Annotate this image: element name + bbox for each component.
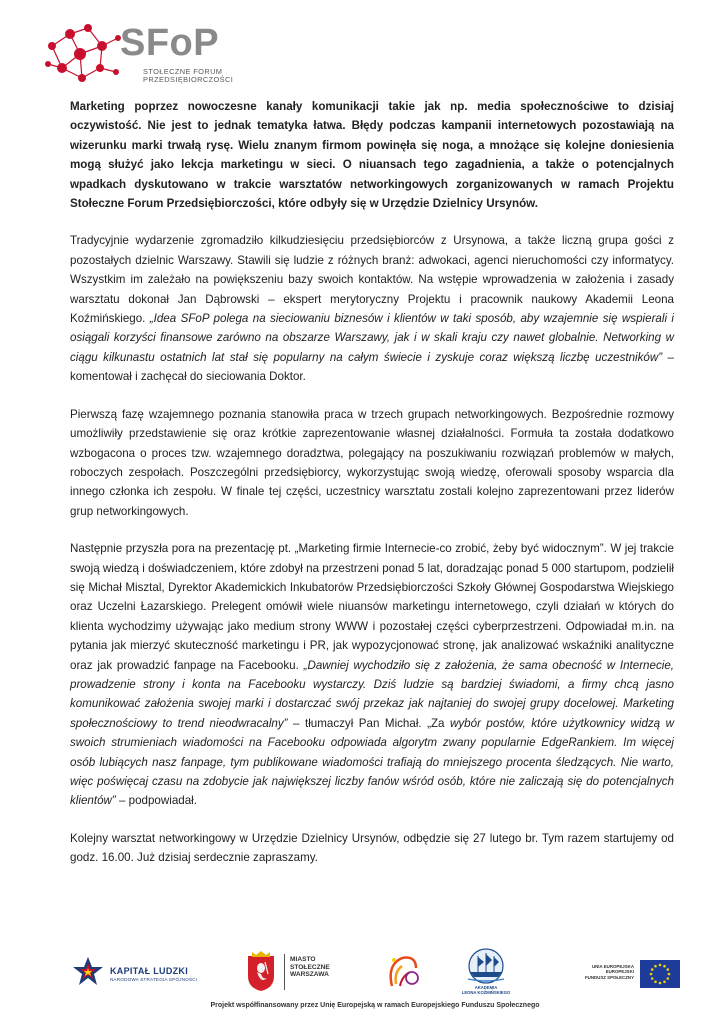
eu-flag-icon bbox=[640, 960, 680, 988]
eu-star bbox=[651, 977, 654, 980]
hand-logo-icon bbox=[382, 948, 428, 994]
footer-logos bbox=[60, 948, 690, 1018]
eu-star bbox=[651, 968, 654, 971]
eu-star bbox=[654, 965, 657, 968]
warsaw-crest-icon bbox=[246, 950, 276, 992]
paragraph-networking: Pierwszą fazę wzajemnego poznania stanowiła praca w trzech grupach networkingowych. Bezpośrednie rozmowy umożliwiły przedstawienie się oraz krótkie zaprezentowanie własnej działalności. Formuła ta została dodatkowo wzbogacona o proces tzw. wzajemnego doradztwa, polegający na poszukiwaniu rozwiązań problemów w małych, roboczych zespołach. Poszczególni przedsiębiorcy, wykorzystując swoją wiedzę, oferowali sposoby wsparcia dla innego członka ich zespołu. W finale tej części, uczestnicy warsztatu zostali kolejno zaprezentowani przez liderów grup networkingowych. bbox=[70, 407, 674, 518]
eu-star bbox=[663, 965, 666, 968]
lead-paragraph: Marketing poprzez nowoczesne kanały komunikacji takie jak np. media społecznościwe to dzisiaj oczywistość. Nie jest to jednak tematyka łatwa. Błędy podczas kampanii internetowych pozostawiają na wizerunku marki trwałą rysę. Wielu znanym firmom powinęła się noga, a mnożące się kolejne doniesienia mogą służyć jako lekcja marketingu w sieci. O niuansach tego zagadnienia, a także o potencjalnych wpadkach dyskutowano w trakcie warsztatów networkingowych zorganizowanych w ramach Projektu Stołeczne Forum Przedsiębiorczości, które odbyły się w Urzędzie Dzielnicy Ursynów. bbox=[70, 100, 674, 211]
eu-star bbox=[659, 982, 662, 985]
paragraph-intro: Tradycyjnie wydarzenie zgromadziło kilkudziesięciu przedsiębiorców z Ursynowa, a także liczną grupa gości z pozostałych dzielnic Warszawy. Stawili się ludzie z różnych branż: adwokaci, agenci nieruchomości czy informatycy. Wszystkim im zależało na powiększeniu bazy swoich kontaktów. Na wstępie wprowadzenia w założenia i zasady warsztatu dokonał Jan Dąbrowski – ekspert merytoryczny Projektu i pracownik naukowy Akademii Leona Koźmińskiego. „Idea SFoP polega na sieciowaniu biznesów i klientów w taki sposób, aby wzajemnie się wspierali i osiągali korzyści finansowe zarówno na obszarze Warszawy, jak i w skali kraju czy nawet globalnie. Networking w ciągu kilkunastu ostatnich lat stał się popularny na całym świecie i zyskuje coraz większą liczbę uczestników” – komentował i zachęcał do sieciowania Doktor. bbox=[70, 234, 674, 384]
kapital-ludzki-subtitle: NARODOWA STRATEGIA SPÓJNOŚCI bbox=[110, 977, 198, 982]
quote-dabrowski: „Idea SFoP polega na sieciowaniu biznesów i klientów w taki sposób, aby wzajemnie się wspierali i osiągali korzyści finansowe zarówno na obszarze Warszawy, jak i w skali kraju czy nawet globalnie. Networking w ciągu kilkunastu ostatnich lat stał się popularny na całym świecie i zyskuje coraz większą liczbę uczestników” bbox=[70, 312, 674, 364]
paragraph-next-workshop: Kolejny warsztat networkingowy w Urzędzie Dzielnicy Ursynów, odbędzie się 27 lutego br. Tym razem startujemy od godz. 16.00. Już dzisiaj serdecznie zapraszamy. bbox=[70, 831, 674, 865]
footer-divider bbox=[284, 954, 285, 990]
eu-star bbox=[659, 964, 662, 967]
eu-star bbox=[650, 973, 653, 976]
eu-star bbox=[666, 968, 669, 971]
quote-misztal-1: „Dawniej wychodziło się z założenia, że sama obecność w Internecie, prowadzenie strony i konta na Facebooku wystarczy. Dziś ludzie są bardziej świadomi, a firmy chcą jasno komunikować założenia swojej marki i dostarczać swój przekaz jak najtaniej do swojej grupy docelowej. Marketing społecznościowy to trend nieodwracalny” bbox=[70, 658, 674, 730]
kapital-ludzki-star-icon bbox=[70, 954, 106, 990]
sfop-logo bbox=[40, 16, 234, 96]
ship-icon bbox=[458, 948, 514, 984]
logo-wordmark: SFoP bbox=[120, 22, 220, 64]
eu-text: UNIA EUROPEJSKA EUROPEJSKI FUNDUSZ SPOŁECZNY bbox=[584, 964, 634, 980]
kapital-ludzki-title: KAPITAŁ LUDZKI bbox=[110, 966, 189, 976]
eu-star bbox=[668, 973, 671, 976]
miasto-warszawa-text: MIASTO STOŁECZNE WARSZAWA bbox=[290, 956, 330, 979]
akademia-kozminskiego-logo: AKADEMIA LEONA KOŹMIŃSKIEGO bbox=[458, 948, 514, 996]
eu-star bbox=[666, 977, 669, 980]
logo-subtitle: STOŁECZNE FORUM PRZEDSIĘBIORCZOŚCI bbox=[143, 67, 234, 84]
eu-star bbox=[663, 980, 666, 983]
funding-note: Projekt współfinansowany przez Unię Europejską w ramach Europejskiego Funduszu Społecznego bbox=[210, 1002, 540, 1009]
kapital-ludzki-logo bbox=[70, 954, 210, 994]
article-body bbox=[70, 97, 674, 886]
paragraph-presentation: Następnie przyszła pora na prezentację pt. „Marketing firmie Internecie-co zrobić, żeby być widocznym”. W jej trakcie swoją wiedzą i doświadczeniem, które zdobył na przestrzeni ponad 5 lat, doradzając ponad 5 000 startupom, podzielił się Michał Misztal, Dyrektor Akademickich Inkubatorów Przedsiębiorczości Szkoły Głównej Gospodarstwa Wiejskiego oraz Uczelni Łazarskiego. Prelegent omówił wiele niuansów marketingu internetowego, czyli działań w których do klienta wychodzimy używając jako medium strony WWW i pozostałej części cyberprzestrzeni. Odpowiadał m.in. na pytania jak mierzyć skuteczność marketingu i PR, jak wypozycjonować stronę, jak analizować wskaźniki analityczne oraz jak prowadzić fanpage na Facebooku. „Dawniej wychodziło się z założenia, że sama obecność w Internecie, prowadzenie strony i konta na Facebooku wystarczy. Dziś ludzie są bardziej świadomi, a firmy chcą jasno komunikować założenia swojej marki i dostarczać swój przekaz jak najtaniej do swojej grupy docelowej. Marketing społecznościowy to trend nieodwracalny” – tłumaczył Pan Michał. „Za wybór postów, które użytkownicy widzą w swoich strumieniach wiadomości na Facebooku odpowiada algorytm zwany popularnie EdgeRankiem. Im więcej osób lubiących nasz fanpage, tym publikowane wiadomości trafiają do mniejszego procenta śledzących. Nie warto, więc poświęcaj czasu na zdobycie jak największej liczby fanów wśród osób, które nie zaliczają się do potencjalnych klientów” – podpowiadał. bbox=[70, 542, 674, 808]
eu-star bbox=[654, 980, 657, 983]
quote-misztal-2: wybór postów, które użytkownicy widzą w swoich strumieniach wiadomości na Facebooku odpowiada algorytm zwany popularnie EdgeRankiem. Im więcej osób lubiących nasz fanpage, tym publikowane wiadomości trafiają do mniejszego procenta śledzących. Nie warto, więc poświęcaj czasu na zdobycie jak największej liczby fanów wśród osób, które nie zaliczają się do potencjalnych klientów” bbox=[70, 716, 674, 808]
